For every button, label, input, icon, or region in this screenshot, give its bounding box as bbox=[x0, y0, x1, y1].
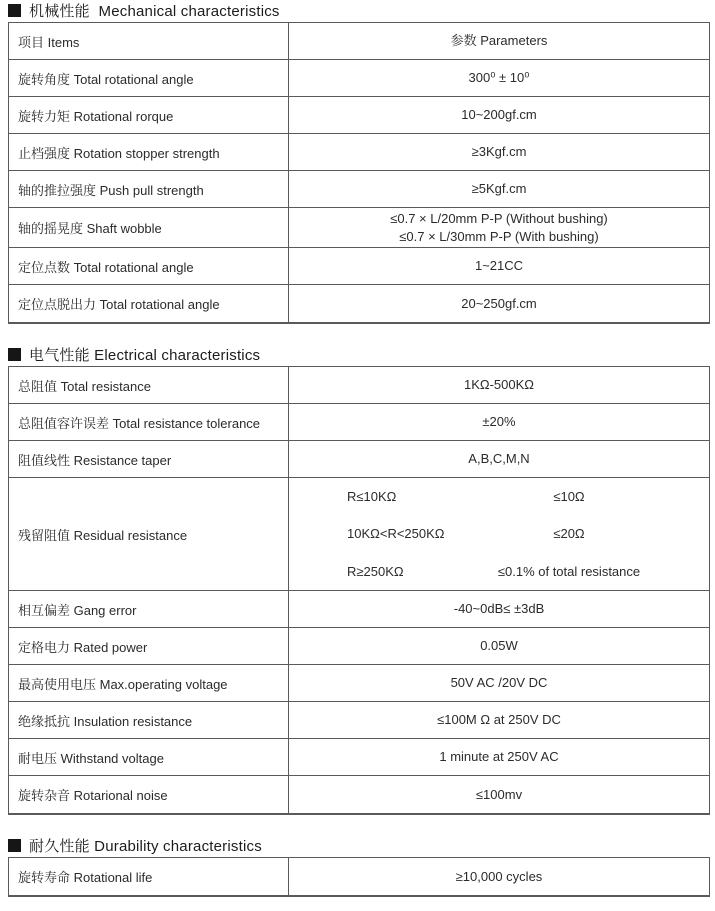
row-label: 定格电力 Rated power bbox=[9, 628, 289, 664]
residual-value: ≤0.1% of total resistance bbox=[497, 563, 641, 579]
row-label: 相互偏差 Gang error bbox=[9, 591, 289, 627]
row-value: ±20% bbox=[482, 414, 516, 430]
table-row bbox=[9, 665, 709, 702]
row-label: 最高使用电压 Max.operating voltage bbox=[9, 665, 289, 701]
row-label: 旋转杂音 Rotarional noise bbox=[9, 776, 289, 813]
section-bullet-icon bbox=[8, 348, 21, 361]
table-row bbox=[9, 248, 709, 285]
row-value: A,B,C,M,N bbox=[468, 451, 530, 467]
table-row bbox=[9, 171, 709, 208]
row-value: 1~21CC bbox=[474, 258, 524, 274]
row-value: ≤100mv bbox=[475, 786, 523, 802]
row-value bbox=[289, 208, 709, 247]
row-value: 参数 Parameters bbox=[450, 33, 548, 49]
row-label: 残留阻值 Residual resistance bbox=[9, 478, 289, 590]
residual-value: ≤20Ω bbox=[553, 526, 585, 542]
row-label: 项目 Items bbox=[9, 23, 289, 59]
row-value: ≥3Kgf.cm bbox=[471, 144, 527, 160]
row-label: 旋转角度 Total rotational angle bbox=[9, 60, 289, 96]
row-label: 总阻值容许误差 Total resistance tolerance bbox=[9, 404, 289, 440]
residual-sub-row bbox=[289, 553, 709, 590]
row-value: 10~200gf.cm bbox=[461, 107, 537, 123]
section-bullet-icon bbox=[8, 839, 21, 852]
row-value: 1 minute at 250V AC bbox=[439, 749, 559, 765]
row-value bbox=[289, 478, 709, 590]
row-value: 20~250gf.cm bbox=[461, 295, 537, 311]
table-row bbox=[9, 208, 709, 248]
row-label: 止档强度 Rotation stopper strength bbox=[9, 134, 289, 170]
value-line: ≤0.7 × L/20mm P-P (Without bushing) bbox=[390, 211, 608, 226]
section-mechanical bbox=[8, 2, 710, 324]
table-row bbox=[9, 404, 709, 441]
row-value: 300⁰ ± 10⁰ bbox=[468, 70, 530, 86]
table-row bbox=[9, 702, 709, 739]
table-row bbox=[9, 776, 709, 813]
row-value: ≥5Kgf.cm bbox=[471, 181, 527, 197]
section-title-electrical bbox=[8, 346, 710, 363]
table-row bbox=[9, 97, 709, 134]
residual-value: ≤10Ω bbox=[553, 488, 585, 504]
table-row bbox=[9, 628, 709, 665]
table-row bbox=[9, 60, 709, 97]
row-label: 轴的摇晃度 Shaft wobble bbox=[9, 208, 289, 247]
table-row bbox=[9, 858, 709, 895]
table-row bbox=[9, 134, 709, 171]
row-label: 轴的推拉强度 Push pull strength bbox=[9, 171, 289, 207]
row-value: -40~0dB≤ ±3dB bbox=[453, 601, 545, 617]
section-title-text: 电气性能 Electrical characteristics bbox=[29, 347, 261, 365]
row-label: 阻值线性 Resistance taper bbox=[9, 441, 289, 477]
row-value: ≤100M Ω at 250V DC bbox=[437, 712, 561, 728]
section-electrical bbox=[8, 346, 710, 815]
row-label: 耐电压 Withstand voltage bbox=[9, 739, 289, 775]
row-value: ≥10,000 cycles bbox=[455, 868, 543, 884]
section-durability bbox=[8, 837, 710, 897]
table-row bbox=[9, 285, 709, 322]
table-row bbox=[9, 739, 709, 776]
residual-condition: R≥250KΩ bbox=[347, 563, 404, 579]
value-line: ≤0.7 × L/30mm P-P (With bushing) bbox=[399, 228, 599, 244]
section-title-text: 耐久性能 Durability characteristics bbox=[29, 838, 262, 856]
section-title-durability bbox=[8, 837, 710, 854]
section-title-mechanical bbox=[8, 2, 710, 19]
table-row bbox=[9, 367, 709, 404]
row-value: 1KΩ-500KΩ bbox=[463, 377, 535, 393]
row-label: 定位点脱出力 Total rotational angle bbox=[9, 285, 289, 322]
row-label: 旋转寿命 Rotational life bbox=[9, 858, 289, 895]
row-label: 旋转力矩 Rotational rorque bbox=[9, 97, 289, 133]
residual-condition: 10KΩ<R<250KΩ bbox=[347, 526, 445, 542]
row-label: 总阻值 Total resistance bbox=[9, 367, 289, 403]
table-row bbox=[9, 478, 709, 591]
row-value: 0.05W bbox=[480, 638, 518, 654]
table-row bbox=[9, 441, 709, 478]
section-bullet-icon bbox=[8, 4, 21, 17]
durability-table bbox=[8, 857, 710, 897]
section-title-text: 机械性能 Mechanical characteristics bbox=[29, 3, 280, 20]
table-row bbox=[9, 591, 709, 628]
table-row bbox=[9, 23, 709, 60]
electrical-table bbox=[8, 366, 710, 815]
row-label: 定位点数 Total rotational angle bbox=[9, 248, 289, 284]
row-label: 绝缘抵抗 Insulation resistance bbox=[9, 702, 289, 738]
residual-condition: R≤10KΩ bbox=[347, 488, 397, 504]
residual-sub-row bbox=[289, 515, 709, 552]
mechanical-table bbox=[8, 22, 710, 324]
residual-sub-row bbox=[289, 478, 709, 515]
row-value: 50V AC /20V DC bbox=[450, 675, 548, 691]
